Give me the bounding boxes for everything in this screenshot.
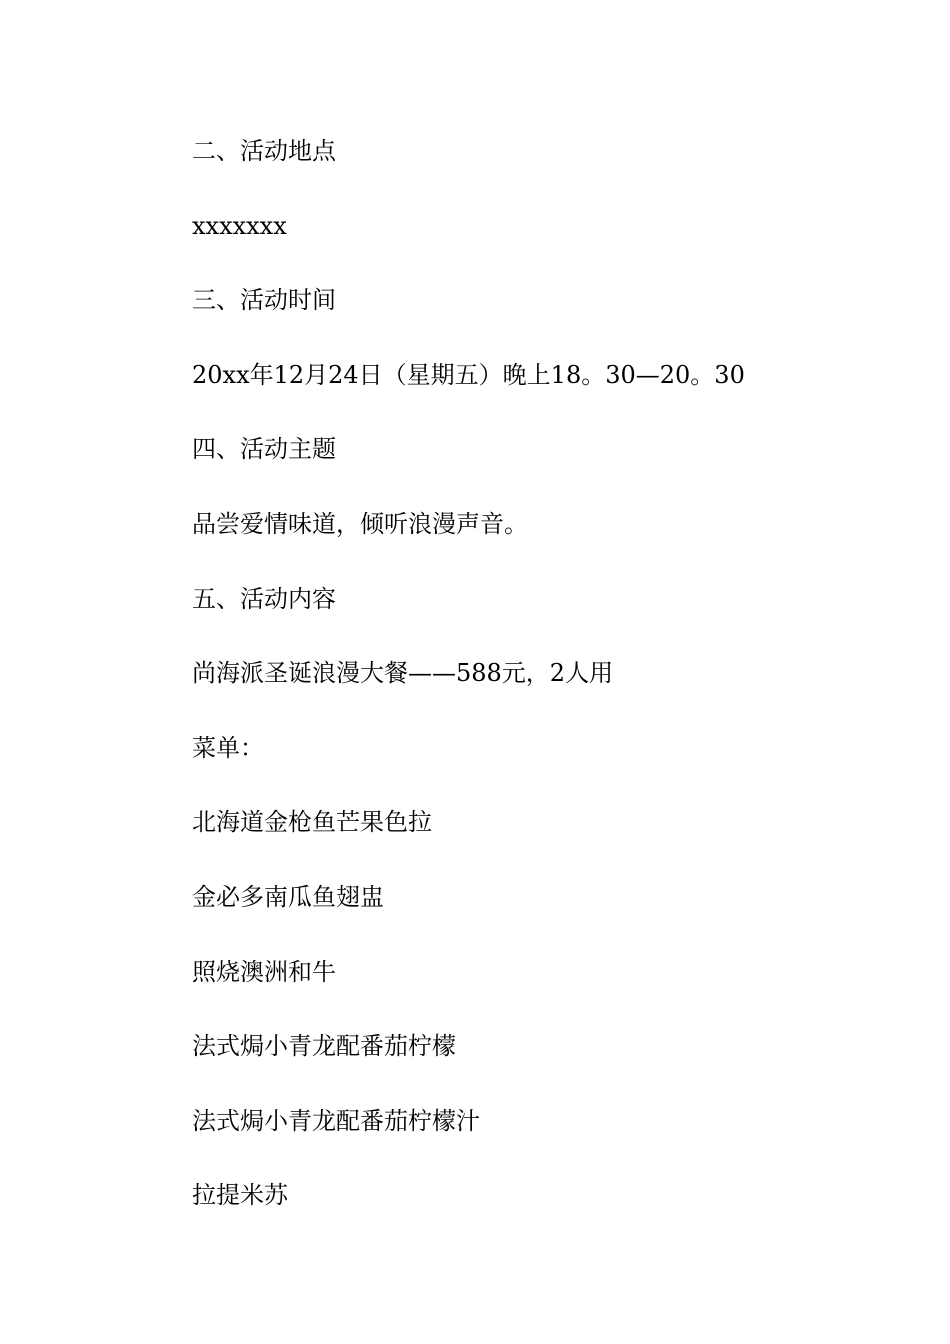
menu-item: 照烧澳洲和牛 [192, 957, 336, 986]
menu-item: 北海道金枪鱼芒果色拉 [192, 808, 432, 837]
section-heading-content: 五、活动内容 [192, 584, 336, 613]
menu-item: 法式焗小青龙配番茄柠檬 [192, 1032, 456, 1061]
menu-heading: 菜单： [192, 733, 264, 762]
document-body [192, 132, 812, 1251]
section-heading-theme: 四、活动主题 [192, 435, 336, 464]
time-text: 20xx年12月24日（星期五）晚上18。30—20。30 [192, 360, 745, 389]
package-text: 尚海派圣诞浪漫大餐——588元，2人用 [192, 659, 614, 688]
section-heading-time: 三、活动时间 [192, 286, 336, 315]
menu-item: 金必多南瓜鱼翅盅 [192, 882, 384, 911]
venue-text: xxxxxxx [192, 211, 287, 240]
theme-text: 品尝爱情味道，倾听浪漫声音。 [192, 509, 528, 538]
menu-item: 法式焗小青龙配番茄柠檬汁 [192, 1106, 480, 1135]
section-heading-venue: 二、活动地点 [192, 137, 336, 165]
menu-item: 拉提米苏 [192, 1181, 288, 1210]
